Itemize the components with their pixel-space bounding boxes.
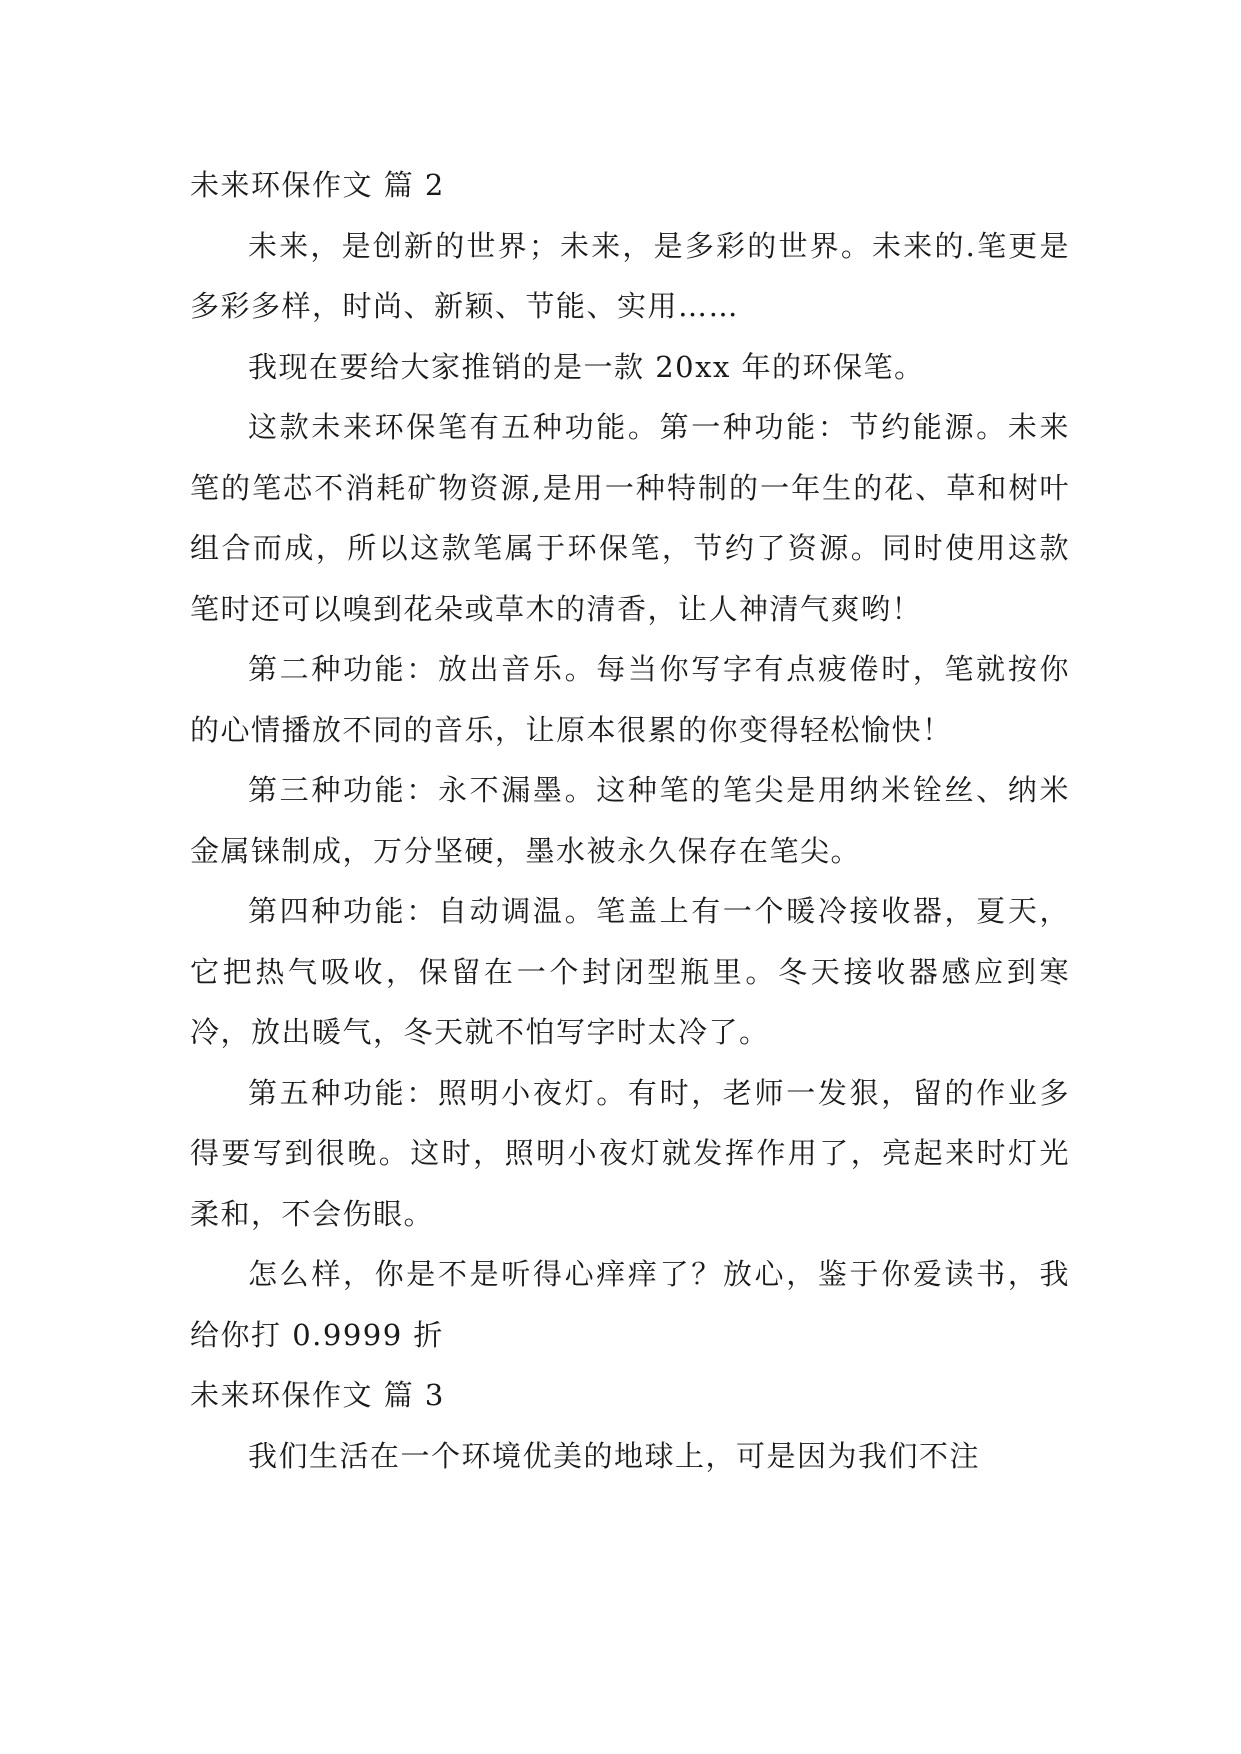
- paragraph: 第三种功能：永不漏墨。这种笔的笔尖是用纳米铨丝、纳米金属铼制成，万分坚硬，墨水被永久保存在笔尖。: [190, 773, 1070, 868]
- paragraph: 我现在要给大家推销的是一款 20xx 年的环保笔。: [248, 349, 925, 384]
- paragraph: 第五种功能：照明小夜灯。有时，老师一发狠，留的作业多得要写到很晚。这时，照明小夜灯就发挥作用了，亮起来时灯光柔和，不会伤眼。: [190, 1075, 1070, 1231]
- paragraph: 第四种功能：自动调温。笔盖上有一个暖冷接收器，夏天，它把热气吸收，保留在一个封闭型瓶里。冬天接收器感应到寒冷，放出暖气，冬天就不怕写字时太冷了。: [190, 894, 1070, 1049]
- section-heading: 未来环保作文 篇 2: [190, 168, 445, 202]
- paragraph: 第二种功能：放出音乐。每当你写字有点疲倦时，笔就按你的心情播放不同的音乐，让原本很累的你变得轻松愉快！: [190, 652, 1070, 747]
- document-body: [190, 155, 1070, 1486]
- paragraph: 这款未来环保笔有五种功能。第一种功能：节约能源。未来笔的笔芯不消耗矿物资源,是用一种特制的一年生的花、草和树叶组合而成，所以这款笔属于环保笔，节约了资源。同时使用这款笔时还可以嗅到花朵或草木的清香，让人神清气爽哟！: [190, 410, 1070, 626]
- paragraph: 怎么样，你是不是听得心痒痒了？放心，鉴于你爱读书，我给你打 0.9999 折: [190, 1257, 1070, 1352]
- section-heading: 未来环保作文 篇 3: [190, 1378, 445, 1412]
- paragraph: 我们生活在一个环境优美的地球上，可是因为我们不注: [248, 1438, 981, 1473]
- paragraph: 未来，是创新的世界；未来，是多彩的世界。未来的.笔更是多彩多样，时尚、新颖、节能、实用……: [190, 228, 1070, 323]
